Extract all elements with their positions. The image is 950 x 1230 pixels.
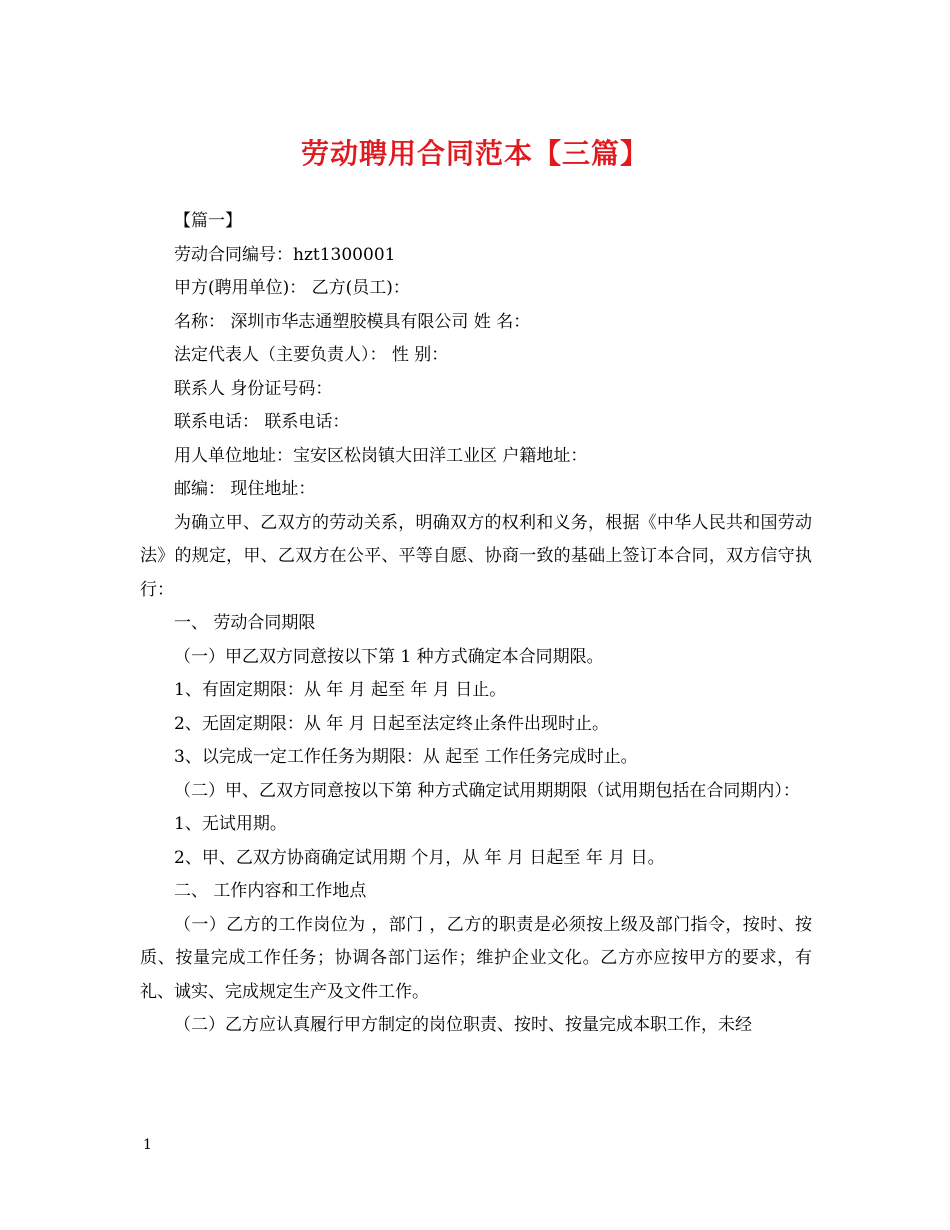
clause-paragraph: （一）乙方的工作岗位为 ，部门 ，乙方的职责是必须按上级及部门指令，按时、按质、按量完成工作任务；协调各部门运作；维护企业文化。乙方亦应按甲方的要求，有礼、诚实、完成规定生产及文件工作。: [140, 914, 812, 1002]
clause-paragraph: 1、有固定期限：从 年 月 起至 年 月 日止。: [174, 680, 507, 700]
legal-representative-line: 法定代表人（主要负责人）： 性 别：: [174, 345, 449, 365]
preamble-paragraph: 为确立甲、乙双方的劳动关系，明确双方的权利和义务，根据《中华人民共和国劳动法》的规定，甲、乙双方在公平、平等自愿、协商一致的基础上签订本合同，双方信守执行：: [140, 512, 812, 600]
clause-paragraph: （一）甲乙双方同意按以下第 1 种方式确定本合同期限。: [174, 646, 604, 667]
clause-paragraph: 2、甲、乙双方协商确定试用期 个月，从 年 月 日起至 年 月 日。: [174, 847, 665, 868]
company-name-line: 名称： 深圳市华志通塑胶模具有限公司 姓 名：: [174, 311, 531, 332]
contact-phone-line: 联系电话： 联系电话：: [174, 412, 350, 432]
clause-paragraph: （二）甲、乙双方同意按以下第 种方式确定试用期期限（试用期包括在合同期内）：: [174, 780, 800, 801]
clause-heading: 一、 劳动合同期限: [174, 613, 316, 633]
postcode-line: 邮编： 现住地址：: [174, 479, 316, 499]
party-header-line: 甲方(聘用单位)： 乙方(员工)：: [174, 278, 410, 298]
document-title: 劳动聘用合同范本【三篇】: [300, 137, 649, 170]
page-number: 1: [143, 1137, 152, 1153]
clause-heading: 二、 工作内容和工作地点: [174, 881, 367, 901]
employer-address-line: 用人单位地址：宝安区松岗镇大田洋工业区 户籍地址：: [174, 445, 588, 466]
clause-paragraph: （二）乙方应认真履行甲方制定的岗位职责、按时、按量完成本职工作，未经: [174, 1015, 752, 1035]
clause-paragraph: 2、无固定期限：从 年 月 日起至法定终止条件出现时止。: [174, 713, 610, 734]
clause-paragraph: 1、无试用期。: [174, 814, 287, 834]
clause-paragraph: 3、以完成一定工作任务为期限：从 起至 工作任务完成时止。: [174, 747, 638, 767]
contact-person-line: 联系人 身份证号码：: [174, 378, 333, 399]
contract-number: 劳动合同编号：hzt1300001: [174, 244, 396, 265]
document-body: [140, 205, 812, 1043]
section-heading: 【篇一】: [174, 211, 242, 231]
